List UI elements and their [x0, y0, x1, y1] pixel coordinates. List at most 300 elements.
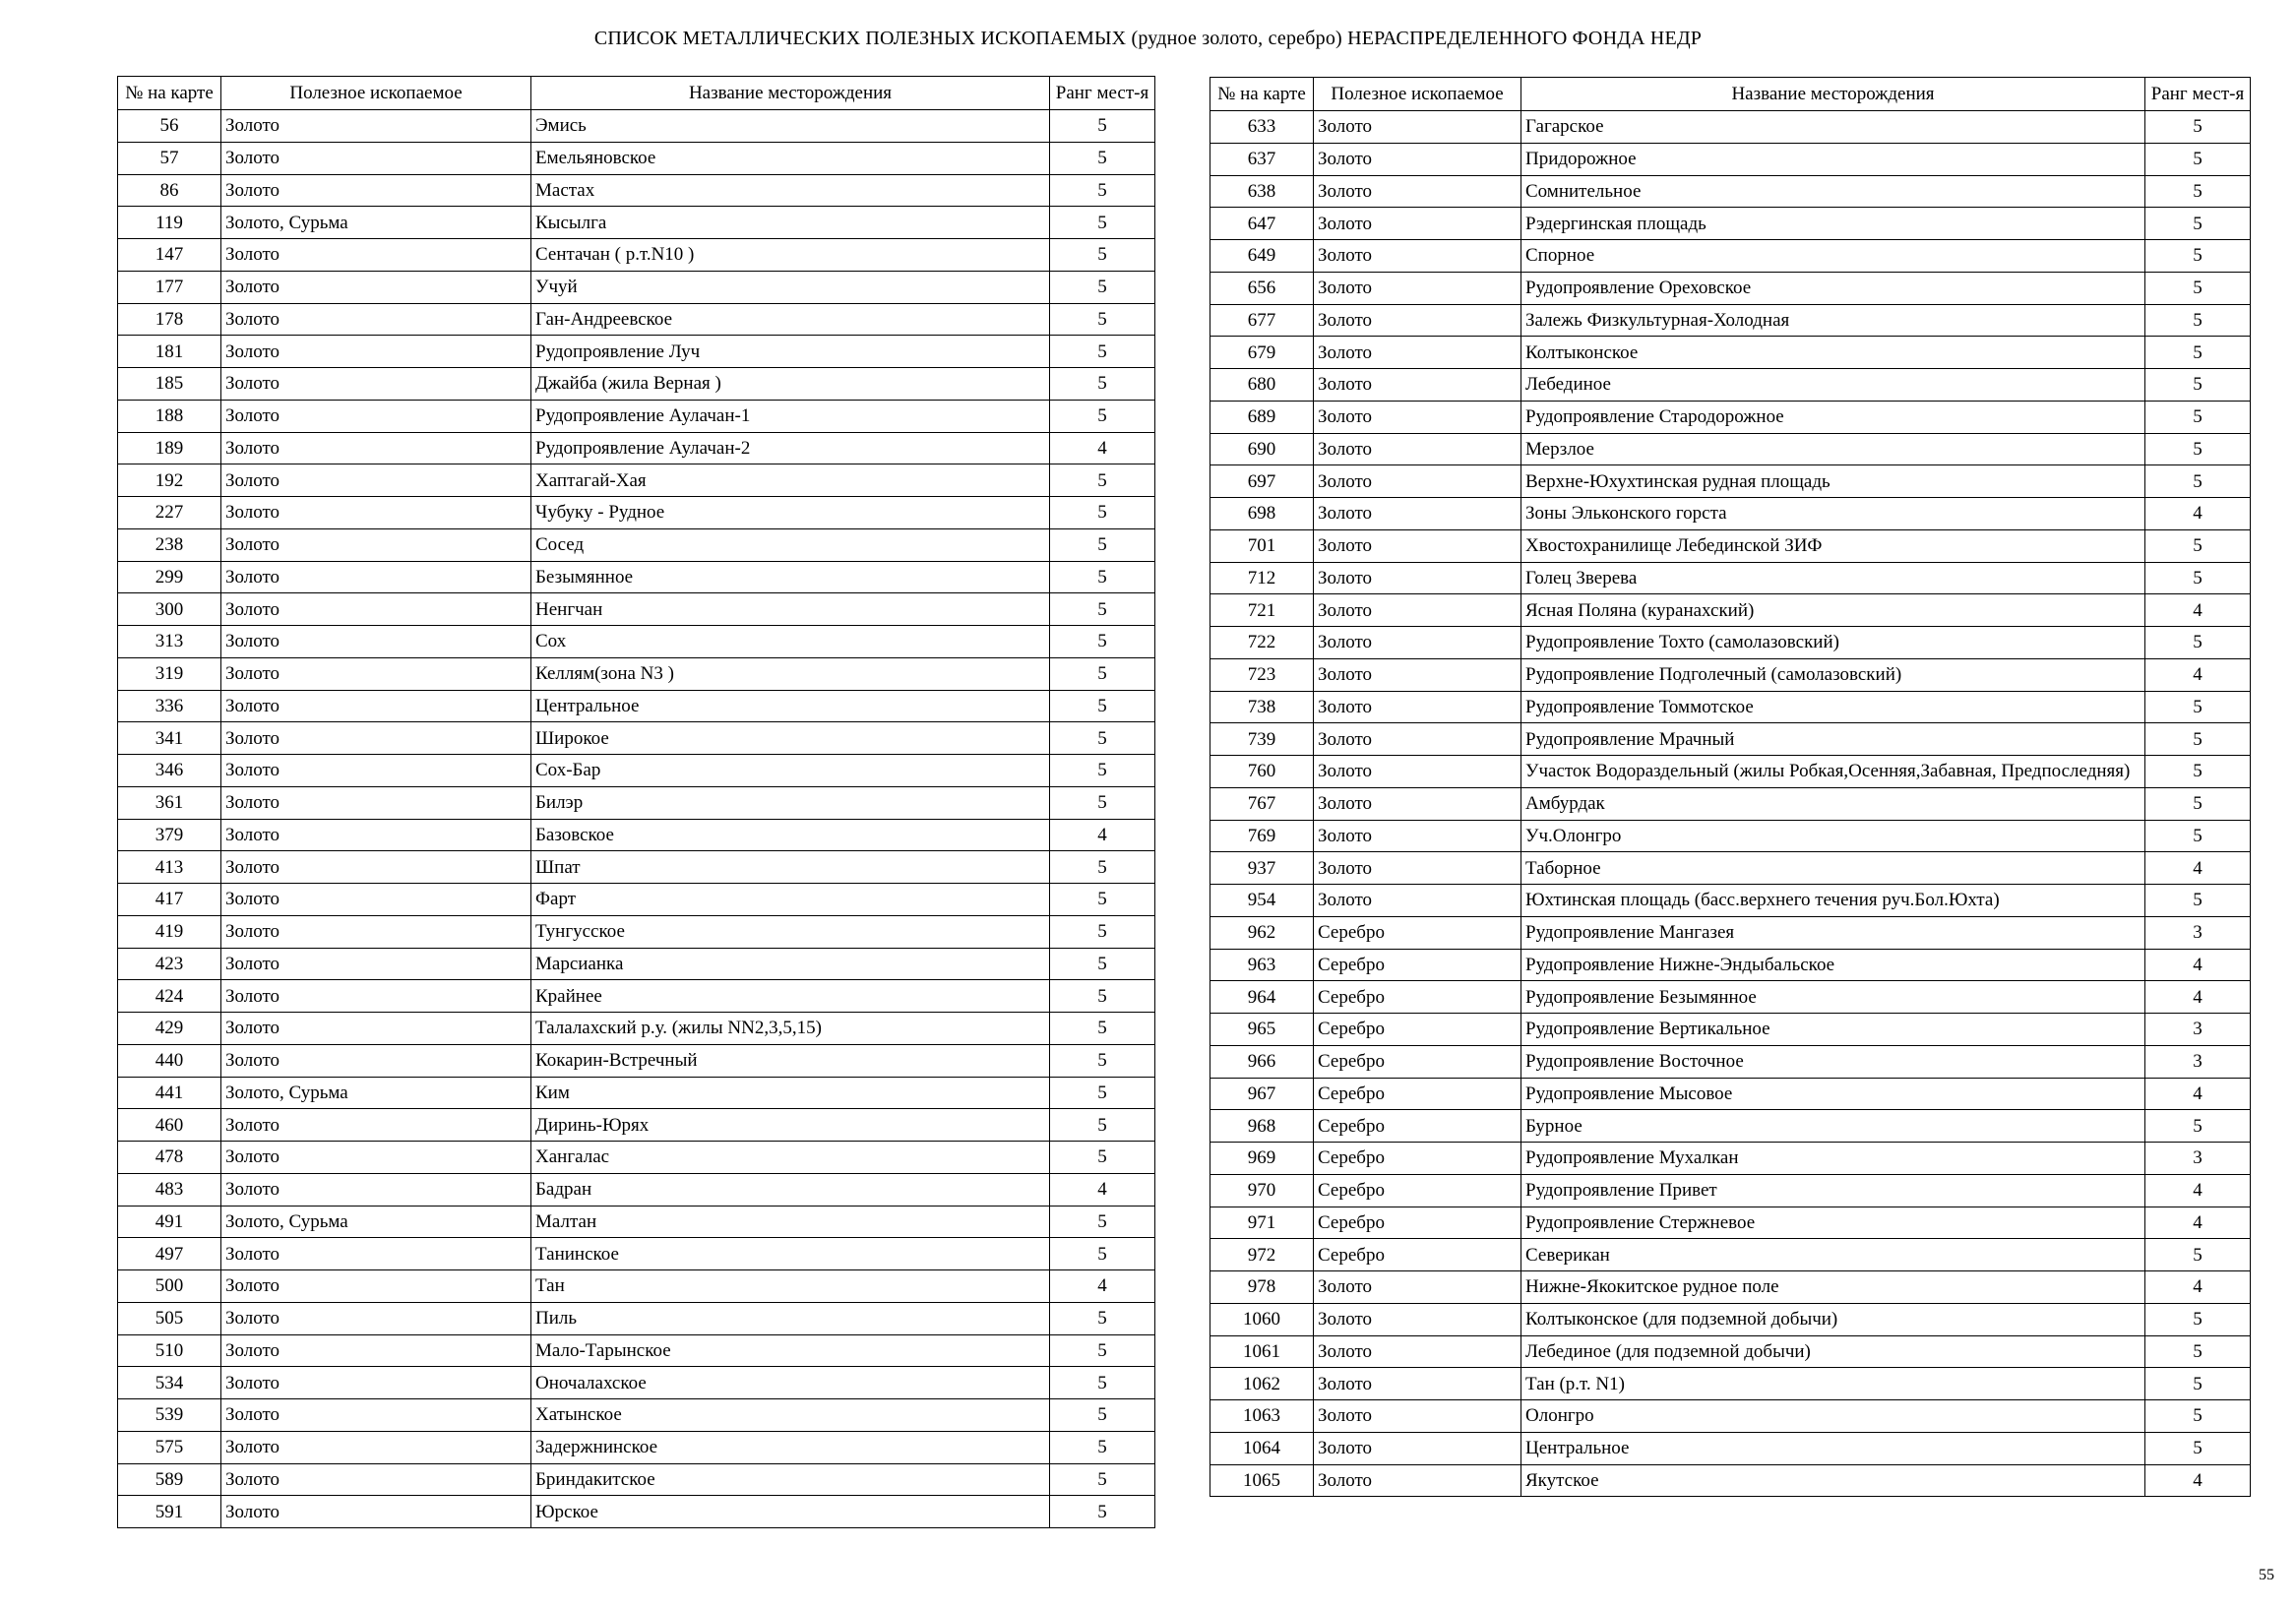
- table-row: [118, 1238, 1155, 1270]
- cell-map-number: 760: [1210, 756, 1314, 788]
- table-row: [1210, 1014, 2251, 1046]
- cell-mineral: Золото: [1314, 1432, 1521, 1464]
- cell-deposit-name: Зоны Эльконского горста: [1521, 498, 2145, 530]
- cell-mineral: Золото: [221, 884, 531, 916]
- table-row: [1210, 1207, 2251, 1239]
- cell-map-number: 963: [1210, 949, 1314, 981]
- cell-rank: 5: [1050, 690, 1155, 722]
- table-row: [118, 1044, 1155, 1077]
- table-row: [1210, 949, 2251, 981]
- cell-mineral: Серебро: [1314, 1078, 1521, 1110]
- cell-deposit-name: Участок Водораздельный (жилы Робкая,Осенняя,Забавная, Предпоследняя): [1521, 756, 2145, 788]
- cell-mineral: Серебро: [1314, 916, 1521, 949]
- cell-mineral: Золото: [1314, 787, 1521, 820]
- table-row: [118, 1013, 1155, 1045]
- cell-deposit-name: Учуй: [531, 271, 1050, 303]
- cell-rank: 5: [2145, 1432, 2251, 1464]
- cell-map-number: 1065: [1210, 1464, 1314, 1497]
- page-title: СПИСОК МЕТАЛЛИЧЕСКИХ ПОЛЕЗНЫХ ИСКОПАЕМЫХ (рудное золото, серебро) НЕРАСПРЕДЕЛЕННОГО ФОНДА НЕДР: [593, 28, 1703, 49]
- cell-rank: 5: [1050, 1044, 1155, 1077]
- header-rank: Ранг мест-я: [1050, 77, 1155, 110]
- table-row: [118, 174, 1155, 207]
- cell-rank: 5: [1050, 884, 1155, 916]
- cell-mineral: Серебро: [1314, 1110, 1521, 1143]
- cell-map-number: 1060: [1210, 1303, 1314, 1335]
- header-deposit-name: Название месторождения: [531, 77, 1050, 110]
- cell-deposit-name: Хаптагай-Хая: [531, 464, 1050, 497]
- cell-map-number: 633: [1210, 111, 1314, 144]
- table-row: [118, 884, 1155, 916]
- cell-mineral: Золото: [1314, 208, 1521, 240]
- cell-deposit-name: Хвостохранилище Лебединской ЗИФ: [1521, 529, 2145, 562]
- cell-mineral: Золото: [1314, 272, 1521, 304]
- cell-rank: 5: [2145, 885, 2251, 917]
- cell-map-number: 638: [1210, 175, 1314, 208]
- cell-deposit-name: Ненгчан: [531, 593, 1050, 626]
- cell-rank: 4: [2145, 1207, 2251, 1239]
- cell-rank: 4: [2145, 852, 2251, 885]
- table-row: [1210, 1464, 2251, 1497]
- cell-deposit-name: Рудопроявление Привет: [1521, 1174, 2145, 1207]
- table-row: [118, 400, 1155, 432]
- cell-map-number: 647: [1210, 208, 1314, 240]
- cell-mineral: Золото: [221, 1044, 531, 1077]
- cell-map-number: 767: [1210, 787, 1314, 820]
- table-row: [1210, 594, 2251, 627]
- cell-map-number: 319: [118, 657, 221, 690]
- cell-rank: 5: [2145, 433, 2251, 465]
- cell-rank: 3: [2145, 1045, 2251, 1078]
- cell-deposit-name: Колтыконское (для подземной добычи): [1521, 1303, 2145, 1335]
- cell-rank: 5: [2145, 465, 2251, 498]
- table-row: [118, 1302, 1155, 1334]
- page-number: 55: [2259, 1567, 2274, 1583]
- cell-deposit-name: Центральное: [531, 690, 1050, 722]
- cell-mineral: Золото: [1314, 820, 1521, 852]
- cell-deposit-name: Гагарское: [1521, 111, 2145, 144]
- cell-deposit-name: Малтан: [531, 1206, 1050, 1238]
- cell-rank: 5: [1050, 561, 1155, 593]
- cell-rank: 4: [1050, 432, 1155, 464]
- cell-mineral: Золото: [1314, 433, 1521, 465]
- table-row: [118, 303, 1155, 336]
- cell-mineral: Золото: [1314, 658, 1521, 691]
- cell-map-number: 505: [118, 1302, 221, 1334]
- header-map-number: № на карте: [1210, 78, 1314, 111]
- cell-deposit-name: Нижне-Якокитское рудное поле: [1521, 1271, 2145, 1304]
- cell-rank: 5: [1050, 497, 1155, 529]
- table-row: [118, 915, 1155, 948]
- cell-mineral: Золото: [221, 593, 531, 626]
- cell-mineral: Золото: [1314, 111, 1521, 144]
- cell-map-number: 534: [118, 1367, 221, 1399]
- cell-mineral: Золото: [1314, 1464, 1521, 1497]
- cell-rank: 4: [2145, 1078, 2251, 1110]
- table-row: [118, 1206, 1155, 1238]
- cell-mineral: Серебро: [1314, 1239, 1521, 1271]
- table-row: [118, 755, 1155, 787]
- cell-rank: 3: [2145, 916, 2251, 949]
- cell-map-number: 491: [118, 1206, 221, 1238]
- cell-map-number: 500: [118, 1270, 221, 1303]
- cell-rank: 5: [1050, 400, 1155, 432]
- cell-deposit-name: Рудопроявление Аулачан-1: [531, 400, 1050, 432]
- cell-rank: 5: [1050, 786, 1155, 819]
- cell-map-number: 539: [118, 1399, 221, 1432]
- cell-rank: 5: [1050, 1302, 1155, 1334]
- cell-map-number: 341: [118, 722, 221, 755]
- table-row: [1210, 498, 2251, 530]
- cell-mineral: Золото: [221, 528, 531, 561]
- cell-deposit-name: Ган-Андреевское: [531, 303, 1050, 336]
- cell-rank: 4: [2145, 981, 2251, 1014]
- cell-deposit-name: Голец Зверева: [1521, 562, 2145, 594]
- cell-rank: 5: [1050, 142, 1155, 174]
- cell-deposit-name: Рудопроявление Луч: [531, 336, 1050, 368]
- cell-mineral: Золото: [221, 915, 531, 948]
- cell-rank: 5: [2145, 1368, 2251, 1400]
- cell-map-number: 964: [1210, 981, 1314, 1014]
- table-row: [1210, 1368, 2251, 1400]
- cell-deposit-name: Сентачан ( р.т.N10 ): [531, 239, 1050, 272]
- cell-rank: 5: [1050, 1206, 1155, 1238]
- cell-mineral: Золото: [1314, 143, 1521, 175]
- table-row: [118, 464, 1155, 497]
- cell-map-number: 429: [118, 1013, 221, 1045]
- cell-map-number: 361: [118, 786, 221, 819]
- cell-rank: 5: [2145, 111, 2251, 144]
- cell-rank: 5: [2145, 143, 2251, 175]
- cell-deposit-name: Ким: [531, 1077, 1050, 1109]
- table-row: [118, 851, 1155, 884]
- cell-mineral: Золото: [1314, 1400, 1521, 1433]
- cell-rank: 5: [1050, 626, 1155, 658]
- table-row: [1210, 1303, 2251, 1335]
- cell-map-number: 86: [118, 174, 221, 207]
- cell-map-number: 677: [1210, 304, 1314, 337]
- cell-deposit-name: Эмись: [531, 110, 1050, 143]
- cell-mineral: Серебро: [1314, 981, 1521, 1014]
- cell-deposit-name: Крайнее: [531, 980, 1050, 1013]
- cell-mineral: Золото: [221, 303, 531, 336]
- cell-mineral: Золото: [221, 1463, 531, 1496]
- cell-deposit-name: Рудопроявление Мысовое: [1521, 1078, 2145, 1110]
- cell-mineral: Золото: [1314, 1271, 1521, 1304]
- cell-mineral: Золото: [221, 657, 531, 690]
- cell-rank: 5: [1050, 368, 1155, 401]
- cell-deposit-name: Таборное: [1521, 852, 2145, 885]
- table-row: [118, 1270, 1155, 1303]
- cell-map-number: 460: [118, 1109, 221, 1142]
- table-row: [1210, 175, 2251, 208]
- cell-map-number: 336: [118, 690, 221, 722]
- cell-map-number: 510: [118, 1334, 221, 1367]
- cell-mineral: Золото: [1314, 465, 1521, 498]
- header-mineral: Полезное ископаемое: [1314, 78, 1521, 111]
- cell-deposit-name: Пиль: [531, 1302, 1050, 1334]
- cell-deposit-name: Чубуку - Рудное: [531, 497, 1050, 529]
- cell-mineral: Золото: [221, 1238, 531, 1270]
- cell-mineral: Золото: [1314, 1303, 1521, 1335]
- cell-mineral: Золото: [221, 1399, 531, 1432]
- cell-mineral: Золото: [221, 690, 531, 722]
- cell-deposit-name: Рудопроявление Подголечный (самолазовский): [1521, 658, 2145, 691]
- cell-map-number: 721: [1210, 594, 1314, 627]
- cell-mineral: Золото: [1314, 885, 1521, 917]
- cell-mineral: Золото: [1314, 529, 1521, 562]
- cell-deposit-name: Мастах: [531, 174, 1050, 207]
- cell-mineral: Серебро: [1314, 1045, 1521, 1078]
- table-row: [1210, 723, 2251, 756]
- table-row: [118, 368, 1155, 401]
- cell-mineral: Золото: [221, 271, 531, 303]
- cell-deposit-name: Олонгро: [1521, 1400, 2145, 1433]
- cell-map-number: 346: [118, 755, 221, 787]
- cell-map-number: 189: [118, 432, 221, 464]
- cell-mineral: Золото: [221, 1142, 531, 1174]
- cell-mineral: Золото: [221, 1013, 531, 1045]
- cell-rank: 4: [1050, 819, 1155, 851]
- cell-mineral: Золото: [1314, 240, 1521, 273]
- cell-deposit-name: Бурное: [1521, 1110, 2145, 1143]
- cell-rank: 5: [1050, 657, 1155, 690]
- table-row: [118, 110, 1155, 143]
- cell-map-number: 738: [1210, 691, 1314, 723]
- cell-map-number: 689: [1210, 401, 1314, 433]
- cell-deposit-name: Колтыконское: [1521, 337, 2145, 369]
- cell-mineral: Золото: [221, 1496, 531, 1528]
- table-row: [118, 722, 1155, 755]
- cell-mineral: Золото: [221, 851, 531, 884]
- cell-mineral: Золото: [1314, 401, 1521, 433]
- table-row: [1210, 916, 2251, 949]
- cell-deposit-name: Тунгусское: [531, 915, 1050, 948]
- cell-deposit-name: Рудопроявление Мухалкан: [1521, 1143, 2145, 1175]
- table-row: [118, 142, 1155, 174]
- cell-mineral: Золото: [1314, 723, 1521, 756]
- table-row: [1210, 1045, 2251, 1078]
- cell-mineral: Золото: [221, 1367, 531, 1399]
- cell-mineral: Золото: [1314, 175, 1521, 208]
- cell-rank: 5: [2145, 1239, 2251, 1271]
- cell-deposit-name: Рудопроявление Нижне-Эндыбальское: [1521, 949, 2145, 981]
- cell-mineral: Золото: [221, 497, 531, 529]
- table-row: [118, 1173, 1155, 1206]
- cell-map-number: 972: [1210, 1239, 1314, 1271]
- deposits-table-right: [1210, 77, 2251, 1497]
- cell-rank: 4: [2145, 594, 2251, 627]
- table-row: [1210, 1110, 2251, 1143]
- cell-map-number: 679: [1210, 337, 1314, 369]
- cell-deposit-name: Мерзлое: [1521, 433, 2145, 465]
- cell-map-number: 722: [1210, 627, 1314, 659]
- cell-rank: 5: [1050, 980, 1155, 1013]
- cell-map-number: 712: [1210, 562, 1314, 594]
- cell-map-number: 299: [118, 561, 221, 593]
- cell-deposit-name: Базовское: [531, 819, 1050, 851]
- cell-deposit-name: Лебединое (для подземной добычи): [1521, 1335, 2145, 1368]
- cell-map-number: 57: [118, 142, 221, 174]
- cell-map-number: 192: [118, 464, 221, 497]
- cell-rank: 5: [1050, 1109, 1155, 1142]
- cell-deposit-name: Центральное: [1521, 1432, 2145, 1464]
- cell-deposit-name: Рудопроявление Мангазея: [1521, 916, 2145, 949]
- cell-deposit-name: Придорожное: [1521, 143, 2145, 175]
- cell-mineral: Золото: [221, 142, 531, 174]
- cell-mineral: Серебро: [1314, 1014, 1521, 1046]
- cell-map-number: 147: [118, 239, 221, 272]
- cell-rank: 5: [2145, 272, 2251, 304]
- cell-rank: 5: [1050, 948, 1155, 980]
- cell-map-number: 379: [118, 819, 221, 851]
- header-deposit-name: Название месторождения: [1521, 78, 2145, 111]
- cell-mineral: Золото: [221, 786, 531, 819]
- cell-rank: 5: [1050, 722, 1155, 755]
- cell-map-number: 1061: [1210, 1335, 1314, 1368]
- cell-map-number: 962: [1210, 916, 1314, 949]
- cell-rank: 5: [1050, 271, 1155, 303]
- cell-mineral: Золото: [221, 464, 531, 497]
- table-row: [1210, 369, 2251, 402]
- cell-mineral: Золото, Сурьма: [221, 1206, 531, 1238]
- cell-rank: 5: [1050, 1077, 1155, 1109]
- cell-deposit-name: Сох-Бар: [531, 755, 1050, 787]
- cell-map-number: 178: [118, 303, 221, 336]
- cell-map-number: 697: [1210, 465, 1314, 498]
- cell-mineral: Золото: [221, 400, 531, 432]
- table-row: [118, 819, 1155, 851]
- table-row: [1210, 820, 2251, 852]
- cell-rank: 4: [2145, 658, 2251, 691]
- cell-mineral: Золото: [221, 626, 531, 658]
- cell-deposit-name: Рудопроявление Аулачан-2: [531, 432, 1050, 464]
- cell-mineral: Золото: [1314, 691, 1521, 723]
- table-row: [1210, 1143, 2251, 1175]
- cell-deposit-name: Задержнинское: [531, 1431, 1050, 1463]
- cell-rank: 5: [1050, 1142, 1155, 1174]
- cell-mineral: Золото: [1314, 627, 1521, 659]
- cell-map-number: 698: [1210, 498, 1314, 530]
- cell-rank: 4: [1050, 1173, 1155, 1206]
- cell-map-number: 971: [1210, 1207, 1314, 1239]
- cell-deposit-name: Рудопроявление Стародорожное: [1521, 401, 2145, 433]
- cell-mineral: Серебро: [1314, 949, 1521, 981]
- cell-rank: 5: [2145, 820, 2251, 852]
- cell-map-number: 978: [1210, 1271, 1314, 1304]
- cell-rank: 5: [2145, 208, 2251, 240]
- cell-rank: 5: [2145, 1400, 2251, 1433]
- cell-map-number: 238: [118, 528, 221, 561]
- cell-map-number: 769: [1210, 820, 1314, 852]
- table-row: [1210, 1239, 2251, 1271]
- cell-mineral: Золото: [221, 1302, 531, 1334]
- cell-map-number: 413: [118, 851, 221, 884]
- cell-map-number: 497: [118, 1238, 221, 1270]
- cell-rank: 4: [2145, 498, 2251, 530]
- cell-deposit-name: Рудопроявление Безымянное: [1521, 981, 2145, 1014]
- cell-rank: 5: [2145, 529, 2251, 562]
- cell-rank: 4: [2145, 1271, 2251, 1304]
- cell-deposit-name: Лебединое: [1521, 369, 2145, 402]
- cell-map-number: 478: [118, 1142, 221, 1174]
- table-row: [118, 432, 1155, 464]
- cell-mineral: Серебро: [1314, 1207, 1521, 1239]
- cell-rank: 3: [2145, 1014, 2251, 1046]
- cell-map-number: 701: [1210, 529, 1314, 562]
- cell-mineral: Золото: [1314, 498, 1521, 530]
- table-header-row: [1210, 78, 2251, 111]
- cell-mineral: Золото: [1314, 369, 1521, 402]
- cell-mineral: Золото: [221, 819, 531, 851]
- cell-deposit-name: Келлям(зона N3 ): [531, 657, 1050, 690]
- table-row: [118, 1334, 1155, 1367]
- cell-deposit-name: Рэдергинская площадь: [1521, 208, 2145, 240]
- cell-deposit-name: Рудопроявление Вертикальное: [1521, 1014, 2145, 1046]
- cell-map-number: 417: [118, 884, 221, 916]
- cell-rank: 5: [1050, 593, 1155, 626]
- table-row: [1210, 981, 2251, 1014]
- table-row: [1210, 529, 2251, 562]
- table-row: [1210, 787, 2251, 820]
- cell-map-number: 440: [118, 1044, 221, 1077]
- cell-deposit-name: Танинское: [531, 1238, 1050, 1270]
- cell-deposit-name: Уч.Олонгро: [1521, 820, 2145, 852]
- cell-mineral: Золото: [221, 110, 531, 143]
- cell-deposit-name: Кокарин-Встречный: [531, 1044, 1050, 1077]
- cell-map-number: 970: [1210, 1174, 1314, 1207]
- cell-rank: 5: [2145, 627, 2251, 659]
- cell-map-number: 723: [1210, 658, 1314, 691]
- cell-map-number: 937: [1210, 852, 1314, 885]
- cell-deposit-name: Юхтинская площадь (басс.верхнего течения руч.Бол.Юхта): [1521, 885, 2145, 917]
- deposits-table-left: [117, 76, 1155, 1528]
- cell-rank: 5: [2145, 756, 2251, 788]
- cell-rank: 3: [2145, 1143, 2251, 1175]
- cell-deposit-name: Бадран: [531, 1173, 1050, 1206]
- cell-rank: 5: [1050, 851, 1155, 884]
- cell-rank: 5: [1050, 755, 1155, 787]
- cell-deposit-name: Тан: [531, 1270, 1050, 1303]
- cell-mineral: Золото: [221, 755, 531, 787]
- cell-map-number: 966: [1210, 1045, 1314, 1078]
- cell-rank: 5: [1050, 1367, 1155, 1399]
- cell-mineral: Золото: [221, 1334, 531, 1367]
- table-row: [1210, 1174, 2251, 1207]
- table-row: [1210, 1432, 2251, 1464]
- cell-mineral: Золото: [1314, 562, 1521, 594]
- table-row: [1210, 272, 2251, 304]
- cell-rank: 5: [1050, 336, 1155, 368]
- cell-deposit-name: Хангалас: [531, 1142, 1050, 1174]
- cell-rank: 5: [2145, 691, 2251, 723]
- cell-rank: 4: [2145, 949, 2251, 981]
- table-row: [118, 207, 1155, 239]
- cell-deposit-name: Сомнительное: [1521, 175, 2145, 208]
- table-row: [118, 657, 1155, 690]
- cell-mineral: Серебро: [1314, 1143, 1521, 1175]
- cell-map-number: 649: [1210, 240, 1314, 273]
- cell-deposit-name: Сох: [531, 626, 1050, 658]
- cell-mineral: Золото: [1314, 1335, 1521, 1368]
- cell-rank: 5: [1050, 110, 1155, 143]
- cell-rank: 4: [1050, 1270, 1155, 1303]
- cell-map-number: 589: [118, 1463, 221, 1496]
- cell-deposit-name: Шпат: [531, 851, 1050, 884]
- cell-deposit-name: Сосед: [531, 528, 1050, 561]
- cell-mineral: Золото: [1314, 852, 1521, 885]
- cell-map-number: 591: [118, 1496, 221, 1528]
- table-row: [1210, 1078, 2251, 1110]
